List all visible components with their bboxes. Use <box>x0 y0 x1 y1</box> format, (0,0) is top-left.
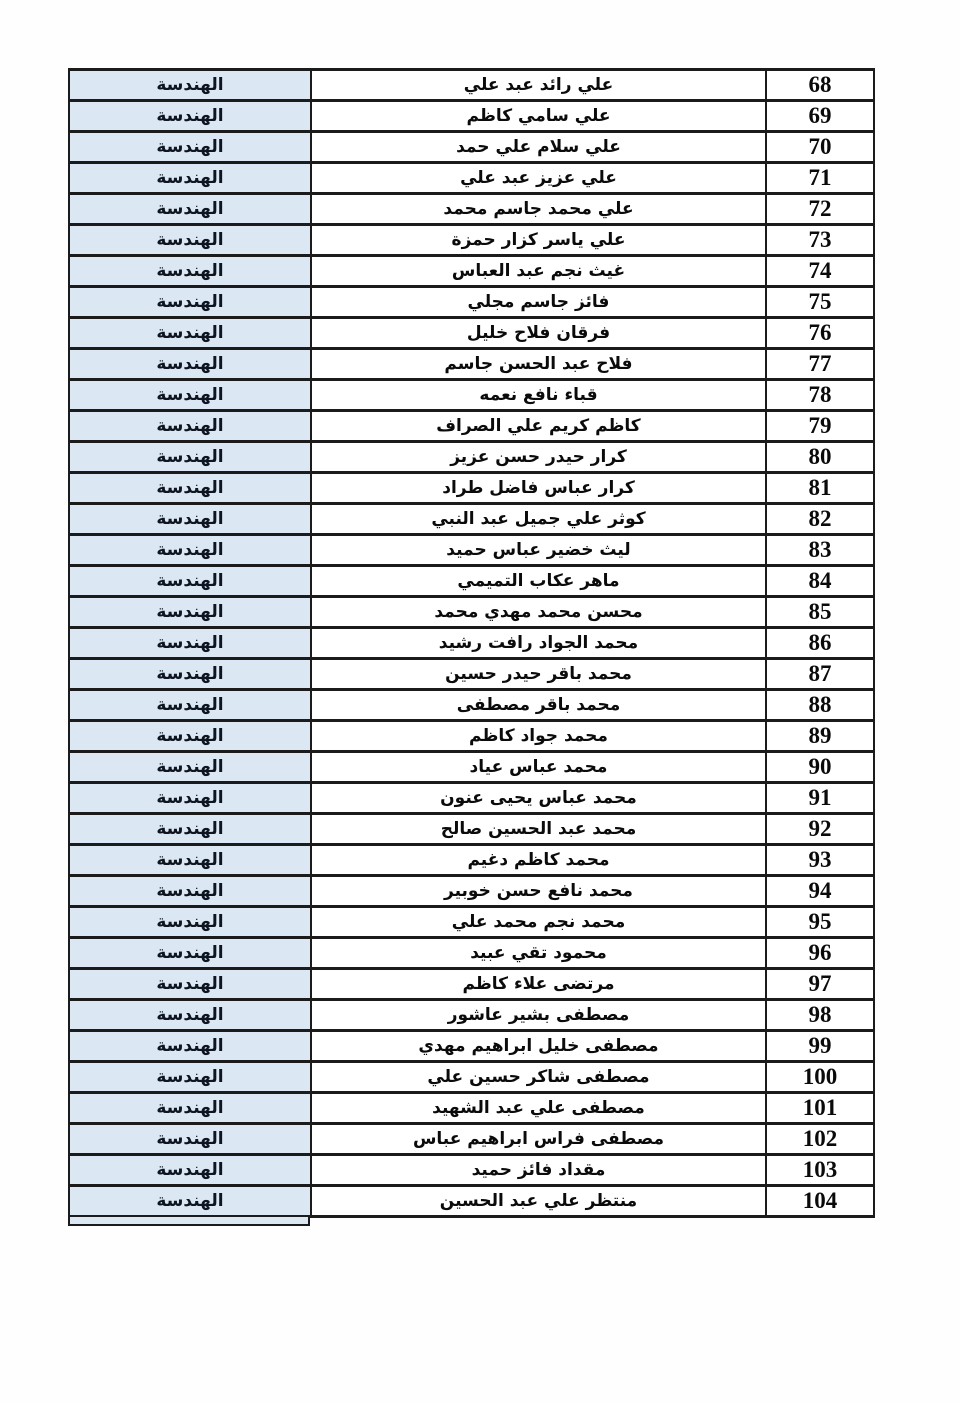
row-number-cell: 80 <box>766 442 874 473</box>
student-name-cell: محمد عباس عياد <box>311 752 766 783</box>
table-row <box>69 907 874 938</box>
department-cell: الهندسة <box>69 845 311 876</box>
student-name-cell: فرقان فلاح خليل <box>311 318 766 349</box>
department-cell: الهندسة <box>69 256 311 287</box>
row-number-cell: 97 <box>766 969 874 1000</box>
row-number-cell: 87 <box>766 659 874 690</box>
table-row <box>69 411 874 442</box>
department-cell: الهندسة <box>69 70 311 101</box>
table-row <box>69 628 874 659</box>
table-row <box>69 535 874 566</box>
table-row <box>69 783 874 814</box>
department-cell: الهندسة <box>69 473 311 504</box>
student-name-cell: ليث خضير عباس حميد <box>311 535 766 566</box>
row-number-cell: 103 <box>766 1155 874 1186</box>
table-row <box>69 938 874 969</box>
department-cell: الهندسة <box>69 814 311 845</box>
department-cell: الهندسة <box>69 163 311 194</box>
row-number-cell: 81 <box>766 473 874 504</box>
department-cell: الهندسة <box>69 535 311 566</box>
row-number-cell: 95 <box>766 907 874 938</box>
table-row <box>69 473 874 504</box>
roster-table-body <box>69 70 874 1217</box>
department-cell: الهندسة <box>69 411 311 442</box>
table-row <box>69 504 874 535</box>
student-name-cell: مصطفى فراس ابراهيم عباس <box>311 1124 766 1155</box>
department-cell: الهندسة <box>69 1000 311 1031</box>
table-row <box>69 194 874 225</box>
row-number-cell: 83 <box>766 535 874 566</box>
student-name-cell: محمد الجواد رافت رشيد <box>311 628 766 659</box>
department-cell: الهندسة <box>69 659 311 690</box>
student-name-cell: فلاح عبد الحسن جاسم <box>311 349 766 380</box>
student-name-cell: علي محمد جاسم محمد <box>311 194 766 225</box>
table-row <box>69 256 874 287</box>
table-row <box>69 70 874 101</box>
row-number-cell: 73 <box>766 225 874 256</box>
table-row <box>69 1124 874 1155</box>
student-name-cell: كوثر علي جميل عبد النبي <box>311 504 766 535</box>
department-cell: الهندسة <box>69 752 311 783</box>
department-cell: الهندسة <box>69 194 311 225</box>
student-name-cell: محمد باقر مصطفى <box>311 690 766 721</box>
student-name-cell: قباء نافع نعمه <box>311 380 766 411</box>
student-name-cell: مصطفى علي عبد الشهيد <box>311 1093 766 1124</box>
student-name-cell: محمد نافع حسن خوبير <box>311 876 766 907</box>
row-number-cell: 100 <box>766 1062 874 1093</box>
department-cell: الهندسة <box>69 969 311 1000</box>
table-row <box>69 597 874 628</box>
department-cell: الهندسة <box>69 442 311 473</box>
row-number-cell: 79 <box>766 411 874 442</box>
row-number-cell: 78 <box>766 380 874 411</box>
student-name-cell: محمود تقي عبيد <box>311 938 766 969</box>
table-row <box>69 1155 874 1186</box>
department-cell: الهندسة <box>69 783 311 814</box>
student-name-cell: محمد كاظم دغيم <box>311 845 766 876</box>
department-cell: الهندسة <box>69 876 311 907</box>
table-row <box>69 969 874 1000</box>
table-row <box>69 225 874 256</box>
student-name-cell: علي رائد عبد علي <box>311 70 766 101</box>
student-roster-table <box>68 68 875 1218</box>
student-name-cell: منتظر علي عبد الحسين <box>311 1186 766 1217</box>
table-row <box>69 659 874 690</box>
department-cell: الهندسة <box>69 1124 311 1155</box>
department-cell: الهندسة <box>69 597 311 628</box>
table-row <box>69 442 874 473</box>
row-number-cell: 93 <box>766 845 874 876</box>
table-row <box>69 318 874 349</box>
table-row <box>69 876 874 907</box>
table-row <box>69 349 874 380</box>
student-name-cell: علي عزيز عبد علي <box>311 163 766 194</box>
department-cell: الهندسة <box>69 132 311 163</box>
row-number-cell: 85 <box>766 597 874 628</box>
clipped-next-row-department-cell <box>68 1217 310 1226</box>
table-row <box>69 566 874 597</box>
department-cell: الهندسة <box>69 225 311 256</box>
student-name-cell: فائز جاسم مجلي <box>311 287 766 318</box>
row-number-cell: 71 <box>766 163 874 194</box>
department-cell: الهندسة <box>69 380 311 411</box>
student-name-cell: كرار عباس فاضل طراد <box>311 473 766 504</box>
student-name-cell: كاظم كريم علي الصراف <box>311 411 766 442</box>
row-number-cell: 86 <box>766 628 874 659</box>
student-name-cell: محمد نجم محمد علي <box>311 907 766 938</box>
table-row <box>69 132 874 163</box>
row-number-cell: 88 <box>766 690 874 721</box>
student-name-cell: محسن محمد مهدي محمد <box>311 597 766 628</box>
row-number-cell: 90 <box>766 752 874 783</box>
row-number-cell: 101 <box>766 1093 874 1124</box>
student-name-cell: مصطفى خليل ابراهيم مهدي <box>311 1031 766 1062</box>
student-roster-table-wrap <box>68 68 873 1226</box>
student-name-cell: محمد عباس يحيى عنون <box>311 783 766 814</box>
table-row <box>69 163 874 194</box>
student-name-cell: ماهر عكاب التميمي <box>311 566 766 597</box>
student-name-cell: مقداد فائز حميد <box>311 1155 766 1186</box>
student-name-cell: علي ياسر كزار حمزة <box>311 225 766 256</box>
student-name-cell: علي سلام علي حمد <box>311 132 766 163</box>
student-name-cell: مصطفى شاكر حسين علي <box>311 1062 766 1093</box>
department-cell: الهندسة <box>69 566 311 597</box>
department-cell: الهندسة <box>69 938 311 969</box>
department-cell: الهندسة <box>69 721 311 752</box>
table-row <box>69 1093 874 1124</box>
row-number-cell: 94 <box>766 876 874 907</box>
row-number-cell: 68 <box>766 70 874 101</box>
table-row <box>69 101 874 132</box>
row-number-cell: 98 <box>766 1000 874 1031</box>
row-number-cell: 70 <box>766 132 874 163</box>
row-number-cell: 99 <box>766 1031 874 1062</box>
table-row <box>69 1031 874 1062</box>
table-row <box>69 1186 874 1217</box>
table-row <box>69 1000 874 1031</box>
department-cell: الهندسة <box>69 1155 311 1186</box>
row-number-cell: 96 <box>766 938 874 969</box>
student-name-cell: علي سامي كاظم <box>311 101 766 132</box>
department-cell: الهندسة <box>69 690 311 721</box>
student-name-cell: محمد عبد الحسين صالح <box>311 814 766 845</box>
row-number-cell: 92 <box>766 814 874 845</box>
department-cell: الهندسة <box>69 1031 311 1062</box>
table-row <box>69 814 874 845</box>
student-name-cell: محمد جواد كاظم <box>311 721 766 752</box>
row-number-cell: 82 <box>766 504 874 535</box>
department-cell: الهندسة <box>69 318 311 349</box>
row-number-cell: 76 <box>766 318 874 349</box>
row-number-cell: 77 <box>766 349 874 380</box>
department-cell: الهندسة <box>69 907 311 938</box>
table-row <box>69 690 874 721</box>
row-number-cell: 72 <box>766 194 874 225</box>
row-number-cell: 104 <box>766 1186 874 1217</box>
department-cell: الهندسة <box>69 628 311 659</box>
row-number-cell: 74 <box>766 256 874 287</box>
department-cell: الهندسة <box>69 349 311 380</box>
table-row <box>69 1062 874 1093</box>
student-name-cell: غيث نجم عبد العباس <box>311 256 766 287</box>
table-row <box>69 752 874 783</box>
department-cell: الهندسة <box>69 1093 311 1124</box>
row-number-cell: 102 <box>766 1124 874 1155</box>
row-number-cell: 91 <box>766 783 874 814</box>
row-number-cell: 84 <box>766 566 874 597</box>
student-name-cell: كرار حيدر حسن عزيز <box>311 442 766 473</box>
department-cell: الهندسة <box>69 504 311 535</box>
table-row <box>69 721 874 752</box>
student-name-cell: محمد باقر حيدر حسين <box>311 659 766 690</box>
row-number-cell: 69 <box>766 101 874 132</box>
department-cell: الهندسة <box>69 287 311 318</box>
department-cell: الهندسة <box>69 1062 311 1093</box>
student-name-cell: مرتضى علاء كاظم <box>311 969 766 1000</box>
table-row <box>69 380 874 411</box>
table-row <box>69 845 874 876</box>
department-cell: الهندسة <box>69 101 311 132</box>
department-cell: الهندسة <box>69 1186 311 1217</box>
row-number-cell: 75 <box>766 287 874 318</box>
table-row <box>69 287 874 318</box>
student-name-cell: مصطفى بشير عاشور <box>311 1000 766 1031</box>
row-number-cell: 89 <box>766 721 874 752</box>
